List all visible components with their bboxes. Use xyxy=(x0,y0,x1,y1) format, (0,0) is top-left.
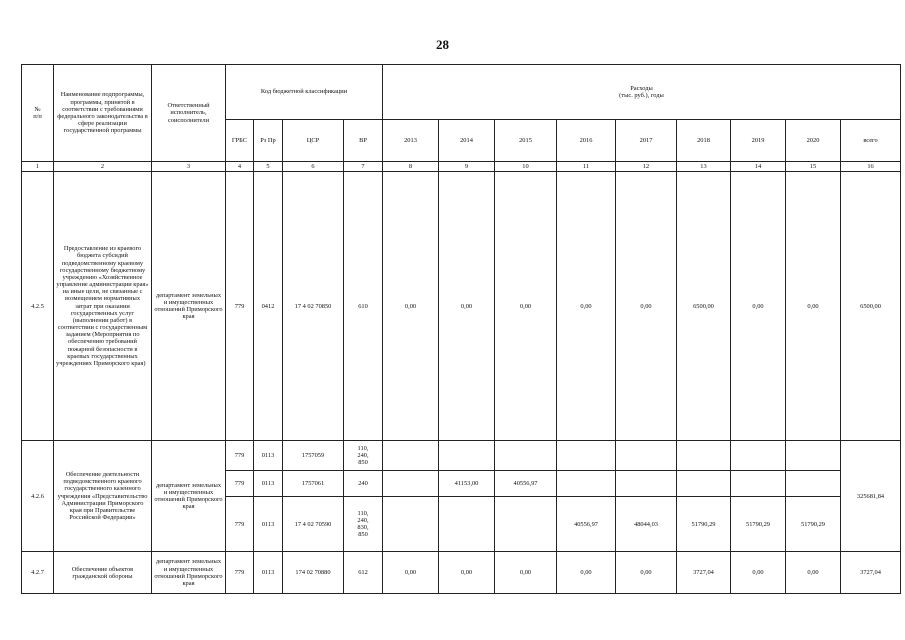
column-number: 8 xyxy=(383,162,439,172)
row-value-2018: 51790,29 xyxy=(677,497,731,552)
row-value-2015: 0,00 xyxy=(495,552,557,594)
row-value-2013: 0,00 xyxy=(383,552,439,594)
row-value-2014: 0,00 xyxy=(439,172,495,441)
row-grbs: 779 xyxy=(226,552,254,594)
row-csr: 174 02 70880 xyxy=(283,552,344,594)
header-year-2018: 2018 xyxy=(677,120,731,162)
header-num: № п/п xyxy=(22,65,54,162)
column-number: 12 xyxy=(616,162,677,172)
row-name: Предоставление из краевого бюджета субсидий подведомственному краевому государственному бюджетному учреждению «Хозяйственное управление администрации края» на иные цели, не связанные с возмещением нормативных затрат при оказании государственных услуг (выполнении работ) в соответствии с государственным заданием (Мероприятия по обеспечению требований пожарной безопасности в краевых государственных учреждениях Приморского края) xyxy=(54,172,152,441)
header-year-2020: 2020 xyxy=(786,120,841,162)
row-value-2020: 0,00 xyxy=(786,552,841,594)
header-name: Наименование подпрограммы, программы, принятой в соответствии с требованиями федерального законодательства в сфере реализации государственной программы xyxy=(54,65,152,162)
row-value-2018: 3727,04 xyxy=(677,552,731,594)
row-value-2015: 40556,97 xyxy=(495,471,557,497)
column-number: 6 xyxy=(283,162,344,172)
row-vr: 110, 240, 850 xyxy=(344,441,383,471)
row-value-2019 xyxy=(731,441,786,471)
row-value-2018 xyxy=(677,471,731,497)
row-value-2016: 0,00 xyxy=(557,552,616,594)
row-value-2017 xyxy=(616,441,677,471)
row-vr: 240 xyxy=(344,471,383,497)
column-number-row xyxy=(22,162,901,172)
row-value-2015 xyxy=(495,497,557,552)
header-year-2013: 2013 xyxy=(383,120,439,162)
row-value-2020: 51790,29 xyxy=(786,497,841,552)
row-grbs: 779 xyxy=(226,497,254,552)
table-row-4-2-6-a xyxy=(22,441,901,471)
row-csr: 17 4 02 70850 xyxy=(283,172,344,441)
row-value-2014: 0,00 xyxy=(439,552,495,594)
row-value-2018: 6500,00 xyxy=(677,172,731,441)
row-value-2014: 41153,00 xyxy=(439,471,495,497)
row-num: 4.2.6 xyxy=(22,441,54,552)
row-total: 3727,04 xyxy=(841,552,901,594)
row-value-2017: 0,00 xyxy=(616,552,677,594)
row-csr: 17 4 02 70590 xyxy=(283,497,344,552)
row-value-2020 xyxy=(786,441,841,471)
row-num: 4.2.7 xyxy=(22,552,54,594)
row-total: 6500,00 xyxy=(841,172,901,441)
row-rzpr: 0113 xyxy=(254,471,283,497)
row-value-2015: 0,00 xyxy=(495,172,557,441)
row-executor: департамент земельных и имущественных отношений Приморского края xyxy=(152,172,226,441)
row-value-2014 xyxy=(439,441,495,471)
row-grbs: 779 xyxy=(226,471,254,497)
row-value-2013 xyxy=(383,471,439,497)
column-number: 14 xyxy=(731,162,786,172)
header-total: всего xyxy=(841,120,901,162)
row-total: 325681,84 xyxy=(841,441,901,552)
row-value-2018 xyxy=(677,441,731,471)
header-code-group: Код бюджетной классификации xyxy=(226,65,383,120)
header-year-2015: 2015 xyxy=(495,120,557,162)
row-value-2016 xyxy=(557,471,616,497)
row-value-2019: 51790,29 xyxy=(731,497,786,552)
header-year-2016: 2016 xyxy=(557,120,616,162)
header-year-2019: 2019 xyxy=(731,120,786,162)
column-number: 10 xyxy=(495,162,557,172)
column-number: 9 xyxy=(439,162,495,172)
row-value-2013 xyxy=(383,497,439,552)
column-number: 13 xyxy=(677,162,731,172)
row-value-2017: 48044,03 xyxy=(616,497,677,552)
header-csr: ЦСР xyxy=(283,120,344,162)
row-value-2017: 0,00 xyxy=(616,172,677,441)
row-csr: 1757061 xyxy=(283,471,344,497)
column-number: 11 xyxy=(557,162,616,172)
header-rzpr: Рз Пр xyxy=(254,120,283,162)
row-value-2019: 0,00 xyxy=(731,552,786,594)
row-rzpr: 0412 xyxy=(254,172,283,441)
header-expenses: Расходы (тыс. руб.), годы xyxy=(383,65,901,120)
row-value-2013: 0,00 xyxy=(383,172,439,441)
row-value-2017 xyxy=(616,471,677,497)
row-value-2015 xyxy=(495,441,557,471)
row-num: 4.2.5 xyxy=(22,172,54,441)
row-vr: 612 xyxy=(344,552,383,594)
column-number: 5 xyxy=(254,162,283,172)
row-executor: департамент земельных и имущественных отношений Приморского края xyxy=(152,552,226,594)
row-vr: 610 xyxy=(344,172,383,441)
header-year-2014: 2014 xyxy=(439,120,495,162)
row-value-2020 xyxy=(786,471,841,497)
row-rzpr: 0113 xyxy=(254,441,283,471)
budget-table xyxy=(21,64,901,594)
row-vr: 110, 240, 830, 850 xyxy=(344,497,383,552)
row-value-2019: 0,00 xyxy=(731,172,786,441)
row-grbs: 779 xyxy=(226,172,254,441)
row-executor: департамент земельных и имущественных отношений Приморского края xyxy=(152,441,226,552)
column-number: 3 xyxy=(152,162,226,172)
column-number: 2 xyxy=(54,162,152,172)
row-value-2013 xyxy=(383,441,439,471)
column-number: 16 xyxy=(841,162,901,172)
row-value-2020: 0,00 xyxy=(786,172,841,441)
column-number: 4 xyxy=(226,162,254,172)
header-executor: Ответственный исполнитель, соисполнители xyxy=(152,65,226,162)
page-number: 28 xyxy=(436,37,449,52)
row-value-2019 xyxy=(731,471,786,497)
header-year-2017: 2017 xyxy=(616,120,677,162)
column-number: 7 xyxy=(344,162,383,172)
header-vr: ВР xyxy=(344,120,383,162)
row-grbs: 779 xyxy=(226,441,254,471)
row-value-2016 xyxy=(557,441,616,471)
header-row-1 xyxy=(22,65,901,120)
row-value-2014 xyxy=(439,497,495,552)
row-name: Обеспечение объектов гражданской обороны xyxy=(54,552,152,594)
row-value-2016: 0,00 xyxy=(557,172,616,441)
row-csr: 1757059 xyxy=(283,441,344,471)
table-row-4-2-5 xyxy=(22,172,901,441)
header-grbs: ГРБС xyxy=(226,120,254,162)
column-number: 15 xyxy=(786,162,841,172)
table-row-4-2-7 xyxy=(22,552,901,594)
row-rzpr: 0113 xyxy=(254,497,283,552)
row-name: Обеспечение деятельности подведомственного краевого государственного казенного учреждения «Представительство Администрации Приморского края при Правительстве Российской Федерации» xyxy=(54,441,152,552)
row-value-2016: 40556,97 xyxy=(557,497,616,552)
column-number: 1 xyxy=(22,162,54,172)
row-rzpr: 0113 xyxy=(254,552,283,594)
